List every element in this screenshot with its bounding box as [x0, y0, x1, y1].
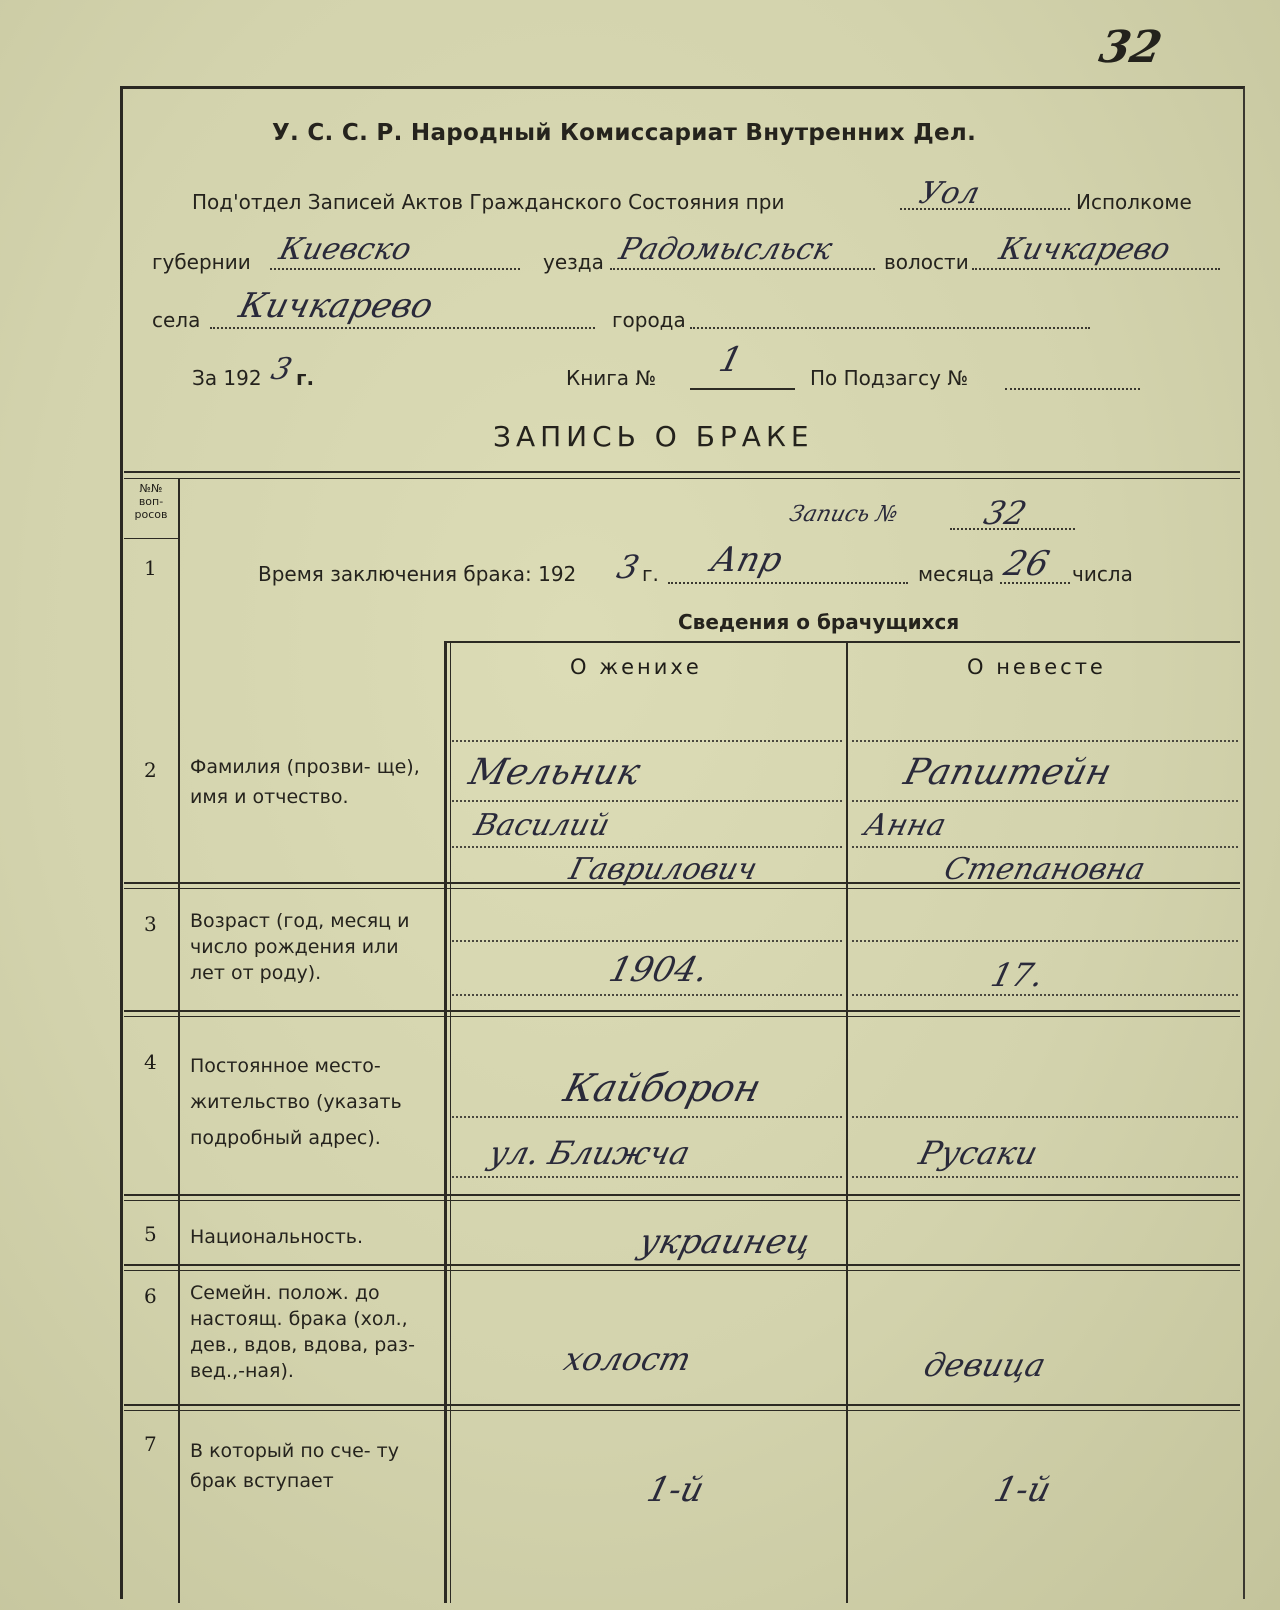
marriage-year-value: 3: [613, 548, 644, 586]
row-num: 3: [144, 912, 157, 936]
marriage-year-suffix: г.: [642, 562, 659, 586]
row-separator-2: [124, 888, 1240, 889]
record-value: 32: [980, 494, 1031, 532]
spouses-top-rule: [444, 641, 1240, 643]
row-num: 1: [144, 556, 157, 580]
volost-fill-line: [972, 268, 1220, 270]
groom-line-dots: [452, 1116, 842, 1118]
bride-column-header: О невесте: [967, 655, 1106, 679]
groom-line-dots: [452, 940, 842, 942]
selo-label: села: [152, 308, 201, 332]
groom-marriage-count: 1-й: [643, 1470, 709, 1510]
row-num: 7: [144, 1432, 157, 1456]
subzags-label: По Подзагсу №: [810, 366, 969, 390]
groom-age: 1904.: [605, 950, 713, 990]
bride-residence: Русаки: [915, 1134, 1042, 1172]
row-separator: [124, 1264, 1240, 1266]
bride-line-dots: [852, 940, 1238, 942]
groom-status: холост: [560, 1340, 695, 1378]
row-separator-2: [124, 1016, 1240, 1017]
bride-age: 17.: [987, 956, 1048, 994]
groom-line-dots: [452, 800, 842, 802]
groom-col-left-border-2: [450, 641, 451, 1603]
nationality-question-label: Национальность.: [190, 1226, 364, 1248]
gorod-fill-line: [690, 327, 1090, 329]
row-separator-2: [124, 1270, 1240, 1271]
gubernia-fill-line: [270, 268, 520, 270]
bride-status: девица: [920, 1346, 1050, 1384]
row-separator: [124, 1194, 1240, 1196]
uezd-value: Радомысльск: [615, 232, 836, 267]
year-label-prefix: За 192: [192, 366, 262, 390]
bride-line-dots: [852, 1176, 1238, 1178]
table-top-rule-2: [124, 478, 1240, 479]
groom-line-dots: [452, 1176, 842, 1178]
marriage-count-question-label: В который по сче- ту брак вступает: [190, 1440, 399, 1492]
bride-line-dots: [852, 800, 1238, 802]
record-label: Запись №: [786, 502, 901, 527]
year-label-suffix: г.: [296, 366, 315, 390]
row-num: 5: [144, 1222, 157, 1246]
age-question-label: Возраст (год, месяц и число рождения или лет от роду).: [190, 910, 410, 984]
groom-col-left-border: [444, 641, 447, 1603]
form-title: У. С. С. Р. Народный Комиссариат Внутренних Дел.: [272, 120, 977, 146]
marriage-time-label: Время заключения брака: 192: [258, 562, 577, 586]
ispolkom-label: Исполкоме: [1076, 190, 1192, 214]
year-value: 3: [267, 352, 296, 387]
uezd-fill-line: [610, 268, 875, 270]
subzags-fill-line: [1005, 388, 1140, 390]
selo-fill-line: [210, 327, 595, 329]
groom-line-dots: [452, 994, 842, 996]
row-separator: [124, 1404, 1240, 1406]
bride-col-left-border: [846, 641, 848, 1603]
section-title: ЗАПИСЬ О БРАКЕ: [493, 420, 814, 453]
book-value: 1: [715, 340, 747, 380]
nationality-shared: украинец: [635, 1222, 816, 1262]
selo-value: Кичкарево: [235, 286, 438, 326]
groom-line-dots: [452, 846, 842, 848]
num-col-header: №№ воп- росов: [134, 482, 168, 521]
residence-question-label: Постоянное место- жительство (указать подробный адрес).: [190, 1055, 402, 1149]
month-fill-line: [668, 582, 908, 584]
bride-line-dots: [852, 994, 1238, 996]
gubernia-label: губернии: [152, 250, 251, 274]
subdept-label: Под'отдел Записей Актов Гражданского Состояния при: [192, 190, 785, 214]
subdept-value: Уол: [915, 176, 984, 211]
row-separator-2: [124, 1200, 1240, 1201]
row-num: 6: [144, 1284, 157, 1308]
groom-column-header: О женихе: [570, 655, 702, 679]
uezd-label: уезда: [543, 250, 604, 274]
name-question-label: Фамилия (прозви- ще), имя и отчество.: [190, 756, 420, 808]
num-col-divider: [178, 478, 180, 1603]
bride-line-dots: [852, 1116, 1238, 1118]
gorod-label: города: [612, 308, 686, 332]
groom-header-dots: [452, 740, 842, 742]
marriage-day-value: 26: [1000, 544, 1054, 584]
day-label: числа: [1072, 562, 1133, 586]
table-top-rule: [124, 471, 1240, 473]
row-separator-2: [124, 1410, 1240, 1411]
residence-shared: Кайборон: [559, 1066, 766, 1110]
groom-residence: ул. Ближча: [485, 1134, 694, 1172]
month-label: месяца: [918, 562, 995, 586]
spouses-header: Сведения о брачущихся: [678, 610, 960, 634]
book-label: Книга №: [566, 366, 657, 390]
gubernia-value: Киевско: [275, 232, 415, 267]
groom-patronymic: Гаврилович: [565, 852, 761, 887]
bride-line-dots: [852, 846, 1238, 848]
volost-value: Кичкарево: [995, 232, 1174, 267]
bride-first-name: Анна: [860, 808, 950, 843]
volost-label: волости: [884, 250, 969, 274]
bride-surname: Рапштейн: [899, 752, 1116, 793]
num-col-header-rule: [124, 538, 178, 539]
row-num: 4: [144, 1050, 157, 1074]
marriage-month-value: Апр: [707, 540, 787, 580]
bride-header-dots: [852, 740, 1238, 742]
bride-patronymic: Степановна: [940, 852, 1149, 887]
row-separator: [124, 1010, 1240, 1012]
groom-surname: Мельник: [464, 752, 645, 793]
status-question-label: Семейн. полож. до настоящ. брака (хол., дев., вдов, вдова, раз- вед.,-ная).: [190, 1282, 415, 1382]
book-fill-line: [690, 388, 795, 390]
page-number: 32: [1095, 22, 1166, 73]
row-num: 2: [144, 758, 157, 782]
bride-marriage-count: 1-й: [990, 1470, 1056, 1510]
groom-first-name: Василий: [470, 808, 614, 843]
